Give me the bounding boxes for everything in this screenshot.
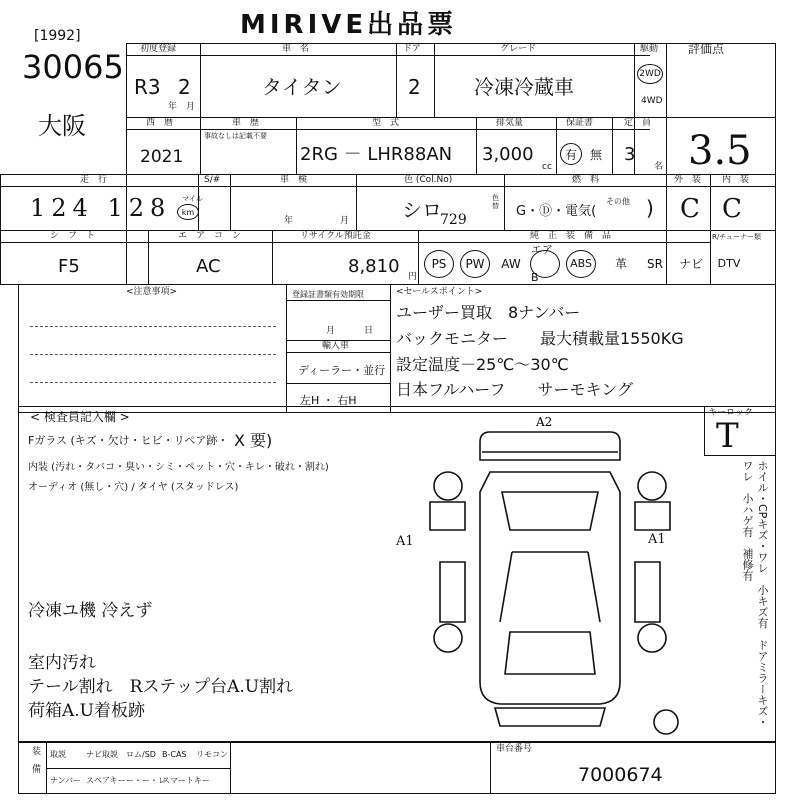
sales-point-1: ユーザー買取 8ナンバー [396,303,581,322]
footer-item: スマートキー [162,776,210,785]
handwritten-note-3: テール割れ Rステップ台A.U割れ [28,677,294,697]
mileage-label: 走 行 [80,175,108,185]
doors: 2 [408,75,421,99]
lot-number: 30065 [22,48,124,86]
equipment-item: DTV [717,257,741,270]
shaken-month: 月 [340,216,350,226]
shaken-label: 車 検 [280,175,308,185]
mile-unit: マイル [182,195,203,203]
glass-note: Fガラス (キズ・欠け・ヒビ・リペア跡・ [28,434,229,447]
year-code: [1992] [34,28,81,44]
grade-label: グレード [500,44,537,54]
sales-label: <セールスポイント> [396,287,483,297]
equipment-item: エアB [530,250,560,278]
exterior-label: 外 装 [674,175,702,185]
chassis-number: 7000674 [578,764,663,786]
color: シロ [402,198,442,222]
interior-note: 内装 (汚れ・タバコ・臭い・シミ・ペット・穴・キレ・破れ・割れ) [28,462,329,473]
exterior: C [680,194,700,224]
equipment-item: PW [460,250,490,278]
fuel-options: G・Ⓓ・電気( [516,204,597,219]
equipment-item: AW [501,257,521,271]
recycle: 8,810 [348,256,400,277]
displacement-label: 排気量 [496,118,524,128]
valid-month: 月 [326,326,336,336]
drive-4wd: 4WD [641,96,663,106]
fuel-other: その他 [606,197,630,206]
fuel-label: 燃 料 [572,175,600,185]
type-label: 型 式 [372,118,400,128]
warranty-label: 保証書 [566,118,594,128]
color-label: 色 (Col.No) [404,175,453,185]
capacity-label: 定 員 [624,118,652,128]
equipment-item: PS [424,250,454,278]
km-unit-circle [177,204,199,220]
side-legend: ホイル・CPキズ・ワレ 小キズ有 ドアミラーキズ・ワレ 小ハゲ有 補修有 [741,460,769,728]
keylock-mark: T [716,416,739,456]
shift: F5 [58,256,80,277]
mark-a1-right: A1 [648,532,666,547]
caution-label: <注意事項> [126,287,178,297]
ac: AC [196,256,221,277]
footer-item: ロム/SD [126,750,156,759]
model-type: 2RG － LHR88AN [300,144,453,165]
dealer-label: ディーラー・並行 [298,364,386,377]
inspector-label: < 検査員記入欄 > [30,410,130,424]
equipment-item: ABS [566,250,596,278]
equipment-item: ナビ [678,257,703,271]
tuner-label: R/チューナー類 [712,233,762,241]
equipment-item: SR [647,257,663,271]
cc-unit: cc [542,162,552,172]
recycle-unit: 円 [408,272,418,282]
footer-equip-label: 装 備 [30,746,40,773]
history-note: 事故なしは記載不要 [204,132,267,140]
sales-point-4: 日本フルハーフ サーモキング [396,380,633,399]
footer-item: ナンバー [50,776,82,785]
handwritten-note-2: 室内汚れ [28,653,96,673]
mileage: 124 128 [30,194,172,222]
warranty-no: 無 [590,148,603,162]
first-reg-era: R3 [134,75,161,99]
car-name: タイタン [262,75,342,99]
warranty-yes-circle [560,143,582,165]
capacity: 3 [624,144,636,165]
color-change: 色替 [492,194,499,210]
grade: 冷凍冷蔵車 [474,75,574,99]
chassis-label: 車台番号 [496,744,533,754]
vehicle-diagram [420,412,680,742]
score-label: 評価点 [688,42,725,56]
footer-item: 取説 [50,750,66,759]
import-label: 輸入車 [322,341,350,351]
shaken-valid-label: 登録証書類有効期限 [292,290,364,299]
drive-label: 駆動 [640,44,659,54]
footer-item: B-CAS [162,750,187,759]
valid-day: 日 [364,326,374,336]
first-reg-label: 初度登録 [140,44,177,54]
handwritten-note-4: 荷箱A.U着板跡 [28,701,146,721]
handle-label: 左H ・ 右H [300,394,357,407]
equip-label: 純 正 装 備 品 [530,231,612,241]
first-reg-month: 2 [178,75,191,99]
sales-point-2: バックモニター 最大積載量1550KG [396,329,684,348]
footer-item: スペアキー [86,776,126,785]
equipment-item: 革 [614,257,627,271]
displacement: 3,000 [482,144,534,165]
score: 3.5 [688,128,752,174]
lock-label: S/# [204,175,221,185]
drive-2wd-circle [637,64,663,84]
interior-label: 内 装 [722,175,750,185]
shaken-year: 年 [284,216,294,226]
ac-label: エ ア コ ン [178,231,242,241]
recycle-label: リサイクル預託金 [300,231,371,241]
km-unit: km [181,207,195,217]
handwritten-note-1: 冷凍ユ機 冷えず [28,601,153,621]
drive-2wd: 2WD [639,68,661,79]
footer-item: ナビ取説 [86,750,118,759]
mark-a2: A2 [536,415,553,429]
color-code: 729 [440,212,467,228]
mark-a1-left: A1 [396,534,414,549]
audio-note: オーディオ (無し・穴) / タイヤ (スタッドレス) [28,482,239,493]
glass-mark: X 要) [234,431,273,450]
footer-item: リモコン [196,750,228,759]
history-label: 車 歴 [232,118,260,128]
venue: 大阪 [38,112,86,140]
sales-point-3: 設定温度－25℃～30℃ [396,355,569,374]
first-reg-month-unit: 月 [186,102,196,112]
model-year: 2021 [140,147,184,167]
form-title: MIRIVE出品票 [240,10,458,40]
footer-item: ー・ー・レ [126,776,166,785]
capacity-unit: 名 [654,162,664,172]
model-year-label: 西 暦 [146,118,174,128]
first-reg-year-unit: 年 [168,102,178,112]
fuel-close: ) [646,196,654,220]
keylock-label: キーロック [708,408,753,418]
door-label: ドア [403,44,421,54]
interior: C [722,194,742,224]
car-name-label: 車 名 [282,44,310,54]
shift-label: シ フ ト [50,231,96,241]
warranty-yes: 有 [564,147,577,162]
